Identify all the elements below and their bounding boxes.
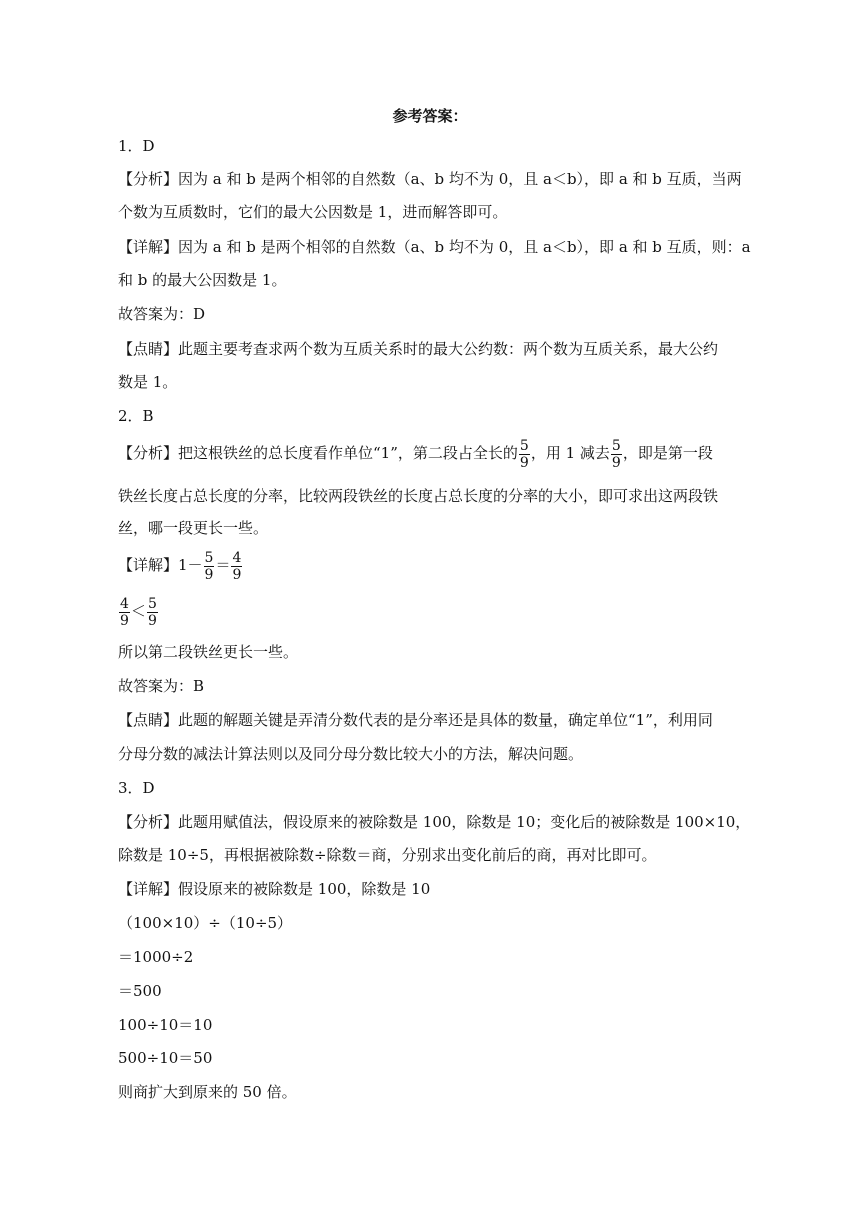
page-title: 参考答案： — [392, 107, 468, 125]
equals-sign: ＝ — [215, 556, 231, 574]
q3-step-5: 500÷10＝50 — [118, 1049, 213, 1067]
q3-step-1: （100×10）÷（10÷5） — [118, 914, 293, 932]
q3-step-2: ＝1000÷2 — [118, 948, 194, 966]
q1-detail-line-1: 【详解】因为 a 和 b 是两个相邻的自然数（a、b 均不为 0，且 a＜b），即 a 和 b 互质，则：a — [118, 238, 751, 256]
q3-step-4: 100÷10＝10 — [118, 1016, 213, 1034]
q1-result: 故答案为：D — [118, 305, 206, 323]
q2-analysis-text-b: ，用 1 减去 — [530, 444, 610, 462]
q3-analysis-line-1: 【分析】此题用赋值法，假设原来的被除数是 100，除数是 10；变化后的被除数是 100×10， — [118, 813, 751, 831]
fraction-five-ninths: $\frac{5}{9}$ — [611, 437, 621, 471]
fraction-four-ninths: $\frac{4}{9}$ — [232, 549, 242, 583]
q2-comment-line-2: 分母分数的减法计算法则以及同分母分数比较大小的方法，解决问题。 — [118, 745, 584, 763]
q3-answer: 3．D — [118, 779, 155, 797]
q2-analysis-line-1 — [118, 436, 713, 471]
q2-comment-line-1: 【点睛】此题的解题关键是弄清分数代表的是分率还是具体的数量，确定单位“1”，利用同 — [118, 711, 713, 729]
q2-comparison — [118, 594, 159, 629]
fraction-five-ninths: $\frac{5}{9}$ — [204, 549, 214, 583]
q3-conclusion: 则商扩大到原来的 50 倍。 — [118, 1083, 297, 1101]
fraction-five-ninths: $\frac{5}{9}$ — [519, 437, 529, 471]
q1-comment-line-1: 【点睛】此题主要考查求两个数为互质关系时的最大公约数：两个数为互质关系，最大公约 — [118, 340, 719, 358]
q2-analysis-text-c: ，即是第一段 — [622, 444, 713, 462]
q1-answer: 1．D — [118, 137, 155, 155]
q2-answer: 2．B — [118, 407, 154, 425]
q2-conclusion: 所以第二段铁丝更长一些。 — [118, 643, 299, 661]
q3-analysis-line-2: 除数是 10÷5，再根据被除数÷除数＝商，分别求出变化前后的商，再对比即可。 — [118, 846, 657, 864]
q2-result: 故答案为：B — [118, 677, 205, 695]
q2-analysis-text-a: 【分析】把这根铁丝的总长度看作单位“1”，第二段占全长的 — [118, 444, 518, 462]
fraction-four-ninths: $\frac{4}{9}$ — [120, 595, 129, 629]
less-than-sign: ＜ — [130, 602, 146, 620]
q1-detail-line-2: 和 b 的最大公因数是 1。 — [118, 271, 287, 289]
fraction-five-ninths: $\frac{5}{9}$ — [147, 595, 157, 629]
q3-step-3: ＝500 — [118, 982, 162, 1000]
q1-analysis-line-2: 个数为互质数时，它们的最大公因数是 1，进而解答即可。 — [118, 203, 508, 221]
q2-detail-prefix: 【详解】1－ — [118, 556, 203, 574]
q1-analysis-line-1: 【分析】因为 a 和 b 是两个相邻的自然数（a、b 均不为 0，且 a＜b），即 a 和 b 互质，当两 — [118, 170, 742, 188]
q1-comment-line-2: 数是 1。 — [118, 373, 178, 391]
q2-analysis-line-2: 铁丝长度占总长度的分率，比较两段铁丝的长度占总长度的分率的大小，即可求出这两段铁 — [118, 487, 719, 505]
q3-detail-line-1: 【详解】假设原来的被除数是 100，除数是 10 — [118, 880, 431, 898]
q2-analysis-line-3: 丝，哪一段更长一些。 — [118, 519, 269, 537]
q2-detail-equation — [118, 548, 243, 583]
